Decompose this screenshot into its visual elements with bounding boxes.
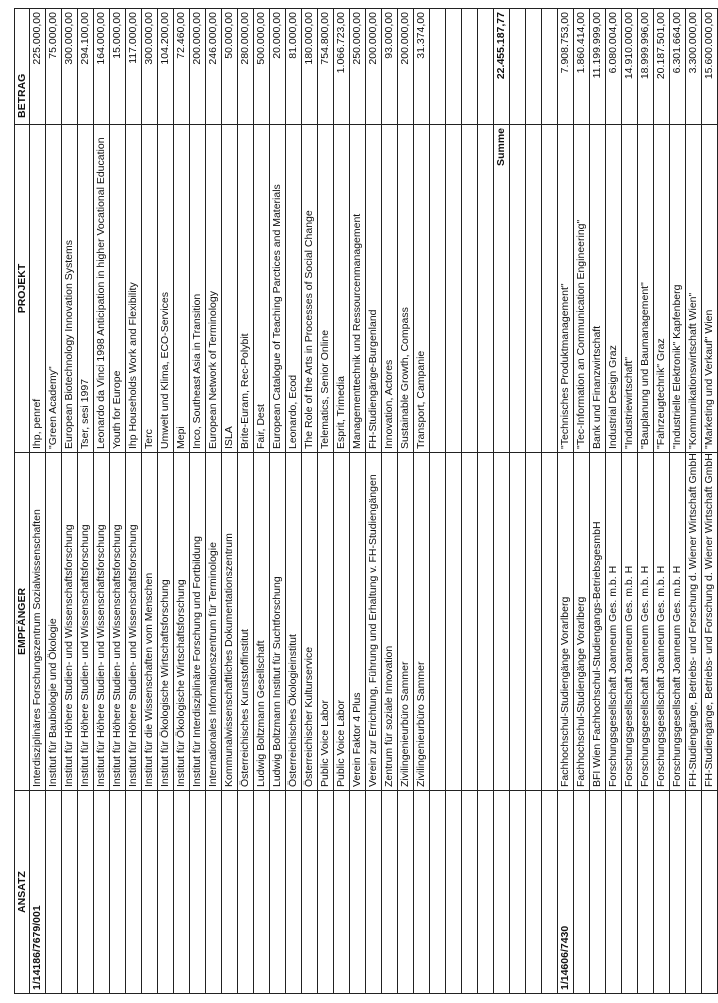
empfaenger-cell: Forschungsgesellschaft Joanneum Ges. m.b. H bbox=[654, 453, 670, 791]
projekt-cell: Bank und Finanzwirtschaft bbox=[590, 125, 606, 453]
summe-value: 22.455.187,77 bbox=[494, 9, 510, 125]
empfaenger-cell: Institut für Höhere Studien- und Wissenschaftsforschung bbox=[78, 453, 94, 791]
table-row bbox=[606, 9, 622, 994]
betrag-cell: 500.000,00 bbox=[254, 9, 270, 125]
empty-cell bbox=[542, 453, 558, 791]
ansatz-cell bbox=[398, 791, 414, 994]
table-row bbox=[110, 9, 126, 994]
empfaenger-cell: Institut für die Wissenschaften vom Menschen bbox=[142, 453, 158, 791]
table-row bbox=[174, 9, 190, 994]
header-row bbox=[15, 9, 30, 994]
ansatz-cell bbox=[254, 791, 270, 994]
table-row bbox=[366, 9, 382, 994]
empty-cell bbox=[510, 453, 526, 791]
empty-cell bbox=[462, 791, 478, 994]
projekt-cell: Tser, sesi 1997 bbox=[78, 125, 94, 453]
empfaenger-cell: Institut für Interdisziplinäre Forschung und Fortbildung bbox=[190, 453, 206, 791]
ansatz-cell bbox=[590, 791, 606, 994]
table-row bbox=[238, 9, 254, 994]
projekt-cell: Sustainable Growth, Compass bbox=[398, 125, 414, 453]
table-row bbox=[126, 9, 142, 994]
ansatz-cell bbox=[78, 791, 94, 994]
empfaenger-cell: Forschungsgesellschaft Joanneum Ges. m.b. H bbox=[638, 453, 654, 791]
table-row bbox=[142, 9, 158, 994]
projekt-cell: "Technisches Produktmanagement" bbox=[558, 125, 574, 453]
empty-cell bbox=[446, 9, 462, 125]
projekt-cell: European Network of Terminology bbox=[206, 125, 222, 453]
blank-row bbox=[526, 9, 542, 994]
projekt-cell: Umwelt und Klima, ECO-Services bbox=[158, 125, 174, 453]
ansatz-cell bbox=[158, 791, 174, 994]
projekt-cell: Inco, Southeast Asia in Transition bbox=[190, 125, 206, 453]
empty-cell bbox=[430, 791, 446, 994]
table-row bbox=[286, 9, 302, 994]
table-row bbox=[158, 9, 174, 994]
betrag-cell: 1.066.723,00 bbox=[334, 9, 350, 125]
empfaenger-cell: Institut für Höhere Studien- und Wissenschaftsforschung bbox=[126, 453, 142, 791]
empfaenger-cell: FH-Studiengänge, Betriebs- und Forschung d. Wiener Wirtschaft GmbH bbox=[686, 453, 702, 791]
table-row bbox=[558, 9, 574, 994]
table-row bbox=[622, 9, 638, 994]
blank-row bbox=[478, 9, 494, 994]
empty-cell bbox=[510, 791, 526, 994]
empty-cell bbox=[478, 125, 494, 453]
empfaenger-cell: Österreichisches Ökologieinstitut bbox=[286, 453, 302, 791]
ansatz-cell bbox=[142, 791, 158, 994]
empfaenger-cell: Ludwig Boltzmann Institut für Suchtforschung bbox=[270, 453, 286, 791]
table-row bbox=[398, 9, 414, 994]
table-row bbox=[254, 9, 270, 994]
empfaenger-cell: Zivilingenieurbüro Sammer bbox=[398, 453, 414, 791]
projekt-cell: Transport, Campanie bbox=[414, 125, 430, 453]
betrag-cell: 3.300.000,00 bbox=[686, 9, 702, 125]
empty-cell bbox=[526, 125, 542, 453]
ansatz-cell bbox=[126, 791, 142, 994]
empfaenger-cell: Fachhochschul-Studiengänge Vorarlberg bbox=[574, 453, 590, 791]
empty-cell bbox=[526, 791, 542, 994]
projekt-cell: Esprit, Trimedia bbox=[334, 125, 350, 453]
empfaenger-cell: Interdisziplinäres Forschungszentrum Sozialwissenschaften bbox=[30, 453, 46, 791]
table-row bbox=[414, 9, 430, 994]
summe-row bbox=[494, 9, 510, 994]
table-body bbox=[30, 9, 718, 994]
table-row bbox=[302, 9, 318, 994]
projekt-cell: The Role of the Arts in Processes of Social Change bbox=[302, 125, 318, 453]
betrag-cell: 280.000,00 bbox=[238, 9, 254, 125]
betrag-cell: 117.000,00 bbox=[126, 9, 142, 125]
table-row bbox=[46, 9, 62, 994]
betrag-cell: 180.000,00 bbox=[302, 9, 318, 125]
betrag-cell: 20.187.501,00 bbox=[654, 9, 670, 125]
blank-row bbox=[430, 9, 446, 994]
empfaenger-cell: Ludwig Boltzmann Gesellschaft bbox=[254, 453, 270, 791]
projekt-cell: Brite-Euram, Rec-Polybit bbox=[238, 125, 254, 453]
betrag-cell: 7.908.753,00 bbox=[558, 9, 574, 125]
empty-cell bbox=[446, 791, 462, 994]
ansatz-cell bbox=[702, 791, 718, 994]
empfaenger-cell: BFI Wien Fachhochschul-Studiengangs-BetriebsgesmbH bbox=[590, 453, 606, 791]
empty-cell bbox=[446, 125, 462, 453]
empfaenger-cell: Institut für Höhere Studien- und Wissenschaftsforschung bbox=[94, 453, 110, 791]
table-row bbox=[94, 9, 110, 994]
table-row bbox=[654, 9, 670, 994]
table-row bbox=[30, 9, 46, 994]
ansatz-cell bbox=[190, 791, 206, 994]
projekt-cell: Leonardo da Vinci 1998 Anticipation in higher Vocational Education bbox=[94, 125, 110, 453]
projekt-cell: Telematics, Senior Online bbox=[318, 125, 334, 453]
empty-cell bbox=[526, 9, 542, 125]
betrag-cell: 200.000,00 bbox=[190, 9, 206, 125]
table-row bbox=[590, 9, 606, 994]
ansatz-cell bbox=[302, 791, 318, 994]
empty-cell bbox=[462, 125, 478, 453]
betrag-cell: 250.000,00 bbox=[350, 9, 366, 125]
empfaenger-cell: Public Voice Labor bbox=[334, 453, 350, 791]
betrag-cell: 6.080.004,00 bbox=[606, 9, 622, 125]
table-row bbox=[382, 9, 398, 994]
projekt-cell: "Tec-Information an Communication Engineering" bbox=[574, 125, 590, 453]
empty-cell bbox=[462, 9, 478, 125]
betrag-cell: 200.000,00 bbox=[366, 9, 382, 125]
empty-cell bbox=[526, 453, 542, 791]
empfaenger-cell: Kommunalwissenschaftliches Dokumentationszentrum bbox=[222, 453, 238, 791]
table-row bbox=[62, 9, 78, 994]
ansatz-cell bbox=[174, 791, 190, 994]
empty-cell bbox=[542, 125, 558, 453]
table-row bbox=[190, 9, 206, 994]
projekt-cell: Mepi bbox=[174, 125, 190, 453]
blank-row bbox=[542, 9, 558, 994]
group2-ansatz: 1/14606/7430 bbox=[558, 791, 574, 994]
table-row bbox=[638, 9, 654, 994]
ansatz-cell bbox=[686, 791, 702, 994]
empfaenger-cell: Institut für Baubiologie und Ökologie bbox=[46, 453, 62, 791]
betrag-cell: 1.860.414,00 bbox=[574, 9, 590, 125]
projekt-cell: "Industrielle Elektronik" Kapfenberg bbox=[670, 125, 686, 453]
betrag-cell: 300.000,00 bbox=[62, 9, 78, 125]
projekt-cell: Youth for Europe bbox=[110, 125, 126, 453]
empty-cell bbox=[446, 453, 462, 791]
empfaenger-cell: Institut für Höhere Studien- und Wissenschaftsforschung bbox=[110, 453, 126, 791]
projekt-cell: "Industriewirtschaft" bbox=[622, 125, 638, 453]
empty-cell bbox=[494, 453, 510, 791]
betrag-cell: 81.000,00 bbox=[286, 9, 302, 125]
table-row bbox=[318, 9, 334, 994]
betrag-cell: 14.910.000,00 bbox=[622, 9, 638, 125]
ansatz-cell bbox=[654, 791, 670, 994]
betrag-cell: 15.600.000,00 bbox=[702, 9, 718, 125]
empty-cell bbox=[462, 453, 478, 791]
empfaenger-cell: Zivilingenieurbüro Sammer bbox=[414, 453, 430, 791]
empty-cell bbox=[542, 791, 558, 994]
betrag-cell: 246.000,00 bbox=[206, 9, 222, 125]
ansatz-cell bbox=[382, 791, 398, 994]
empfaenger-cell: Österreichisches Kunststoffinstitut bbox=[238, 453, 254, 791]
empty-cell bbox=[542, 9, 558, 125]
ansatz-cell bbox=[350, 791, 366, 994]
betrag-cell: 200.000,00 bbox=[398, 9, 414, 125]
empfaenger-cell: Forschungsgesellschaft Joanneum Ges. m.b. H bbox=[622, 453, 638, 791]
betrag-cell: 294.100,00 bbox=[78, 9, 94, 125]
betrag-cell: 104.200,00 bbox=[158, 9, 174, 125]
betrag-cell: 18.999.996,00 bbox=[638, 9, 654, 125]
projekt-cell: European Biotechnology Innovation Systems bbox=[62, 125, 78, 453]
table-row bbox=[702, 9, 718, 994]
projekt-cell: Ihp, penref bbox=[30, 125, 46, 453]
funding-table bbox=[14, 8, 718, 994]
ansatz-cell bbox=[366, 791, 382, 994]
table-row bbox=[78, 9, 94, 994]
betrag-cell: 15.000,00 bbox=[110, 9, 126, 125]
projekt-cell: ISLA bbox=[222, 125, 238, 453]
table-row bbox=[670, 9, 686, 994]
empfaenger-cell: Public Voice Labor bbox=[318, 453, 334, 791]
blank-row bbox=[462, 9, 478, 994]
projekt-cell: Industrial Design Graz bbox=[606, 125, 622, 453]
table-row bbox=[206, 9, 222, 994]
projekt-cell: Managementtechnik und Ressourcenmanagement bbox=[350, 125, 366, 453]
empty-cell bbox=[430, 9, 446, 125]
betrag-cell: 72.460,00 bbox=[174, 9, 190, 125]
empty-cell bbox=[510, 125, 526, 453]
table-row bbox=[270, 9, 286, 994]
ansatz-cell bbox=[286, 791, 302, 994]
ansatz-cell bbox=[46, 791, 62, 994]
empfaenger-cell: Institut für Ökologische Wirtschaftsforschung bbox=[174, 453, 190, 791]
projekt-cell: European Catalogue of Teaching Parctices and Materials bbox=[270, 125, 286, 453]
ansatz-cell bbox=[334, 791, 350, 994]
betrag-cell: 164.000,00 bbox=[94, 9, 110, 125]
group1-ansatz: 1/14186/7679/001 bbox=[30, 791, 46, 994]
ansatz-cell bbox=[414, 791, 430, 994]
header-projekt: PROJEKT bbox=[15, 125, 30, 453]
empfaenger-cell: Verein Faktor 4 Plus bbox=[350, 453, 366, 791]
empty-cell bbox=[478, 9, 494, 125]
ansatz-cell bbox=[270, 791, 286, 994]
empty-cell bbox=[494, 791, 510, 994]
ansatz-cell bbox=[622, 791, 638, 994]
table-row bbox=[350, 9, 366, 994]
ansatz-cell bbox=[670, 791, 686, 994]
table-row bbox=[334, 9, 350, 994]
betrag-cell: 300.000,00 bbox=[142, 9, 158, 125]
projekt-cell: Ihp Households Work and Flexibility bbox=[126, 125, 142, 453]
empty-cell bbox=[478, 453, 494, 791]
blank-row bbox=[510, 9, 526, 994]
empfaenger-cell: Institut für Ökologische Wirtschaftsforschung bbox=[158, 453, 174, 791]
ansatz-cell bbox=[94, 791, 110, 994]
ansatz-cell bbox=[638, 791, 654, 994]
betrag-cell: 6.301.664,00 bbox=[670, 9, 686, 125]
betrag-cell: 75.000,00 bbox=[46, 9, 62, 125]
header-betrag: BETRAG bbox=[15, 9, 30, 125]
projekt-cell: "Bauplanung und Baumanagement" bbox=[638, 125, 654, 453]
projekt-cell: Leonardo, Ecod bbox=[286, 125, 302, 453]
betrag-cell: 31.374,00 bbox=[414, 9, 430, 125]
projekt-cell: "Fahrzeugtechnik" Graz bbox=[654, 125, 670, 453]
betrag-cell: 93.000,00 bbox=[382, 9, 398, 125]
header-ansatz: ANSATZ bbox=[15, 791, 30, 994]
projekt-cell: Fair, Dest bbox=[254, 125, 270, 453]
projekt-cell: Innovation, Actores bbox=[382, 125, 398, 453]
empfaenger-cell: Fachhochschul-Studiengänge Vorarlberg bbox=[558, 453, 574, 791]
betrag-cell: 20.000,00 bbox=[270, 9, 286, 125]
projekt-cell: "Marketing und Verkauf" Wien bbox=[702, 125, 718, 453]
betrag-cell: 11.199.999,00 bbox=[590, 9, 606, 125]
summe-label: Summe bbox=[494, 125, 510, 453]
ansatz-cell bbox=[318, 791, 334, 994]
table-row bbox=[574, 9, 590, 994]
header-empfaenger: EMPFÄNGER bbox=[15, 453, 30, 791]
empfaenger-cell: FH-Studiengänge, Betriebs- und Forschung d. Wiener Wirtschaft GmbH bbox=[702, 453, 718, 791]
ansatz-cell bbox=[238, 791, 254, 994]
projekt-cell: "Kommunikationswirtschaft Wien" bbox=[686, 125, 702, 453]
empfaenger-cell: Zentrum für soziale Innovation bbox=[382, 453, 398, 791]
betrag-cell: 754.800,00 bbox=[318, 9, 334, 125]
ansatz-cell bbox=[574, 791, 590, 994]
empfaenger-cell: Forschungsgesellschaft Joanneum Ges. m.b. H bbox=[606, 453, 622, 791]
rotated-table-wrapper bbox=[14, 9, 716, 994]
table-row bbox=[222, 9, 238, 994]
table-row bbox=[686, 9, 702, 994]
empty-cell bbox=[478, 791, 494, 994]
ansatz-cell bbox=[206, 791, 222, 994]
ansatz-cell bbox=[606, 791, 622, 994]
ansatz-cell bbox=[110, 791, 126, 994]
empfaenger-cell: Österreichischer Kulturservice bbox=[302, 453, 318, 791]
projekt-cell: FH-Studiengänge-Burgenland bbox=[366, 125, 382, 453]
blank-row bbox=[446, 9, 462, 994]
ansatz-cell bbox=[222, 791, 238, 994]
betrag-cell: 225.000,00 bbox=[30, 9, 46, 125]
empfaenger-cell: Forschungsgesellschaft Joanneum Ges. m.b. H bbox=[670, 453, 686, 791]
empfaenger-cell: Institut für Höhere Studien- und Wissenschaftsforschung bbox=[62, 453, 78, 791]
empty-cell bbox=[430, 453, 446, 791]
betrag-cell: 50.000,00 bbox=[222, 9, 238, 125]
projekt-cell: "Green Academy" bbox=[46, 125, 62, 453]
projekt-cell: Terc bbox=[142, 125, 158, 453]
empty-cell bbox=[430, 125, 446, 453]
ansatz-cell bbox=[62, 791, 78, 994]
empfaenger-cell: Verein zur Errichtung, Führung und Erhaltung v. FH-Studiengängen bbox=[366, 453, 382, 791]
empty-cell bbox=[510, 9, 526, 125]
empfaenger-cell: Internationales Informationszentrum für Terminologie bbox=[206, 453, 222, 791]
